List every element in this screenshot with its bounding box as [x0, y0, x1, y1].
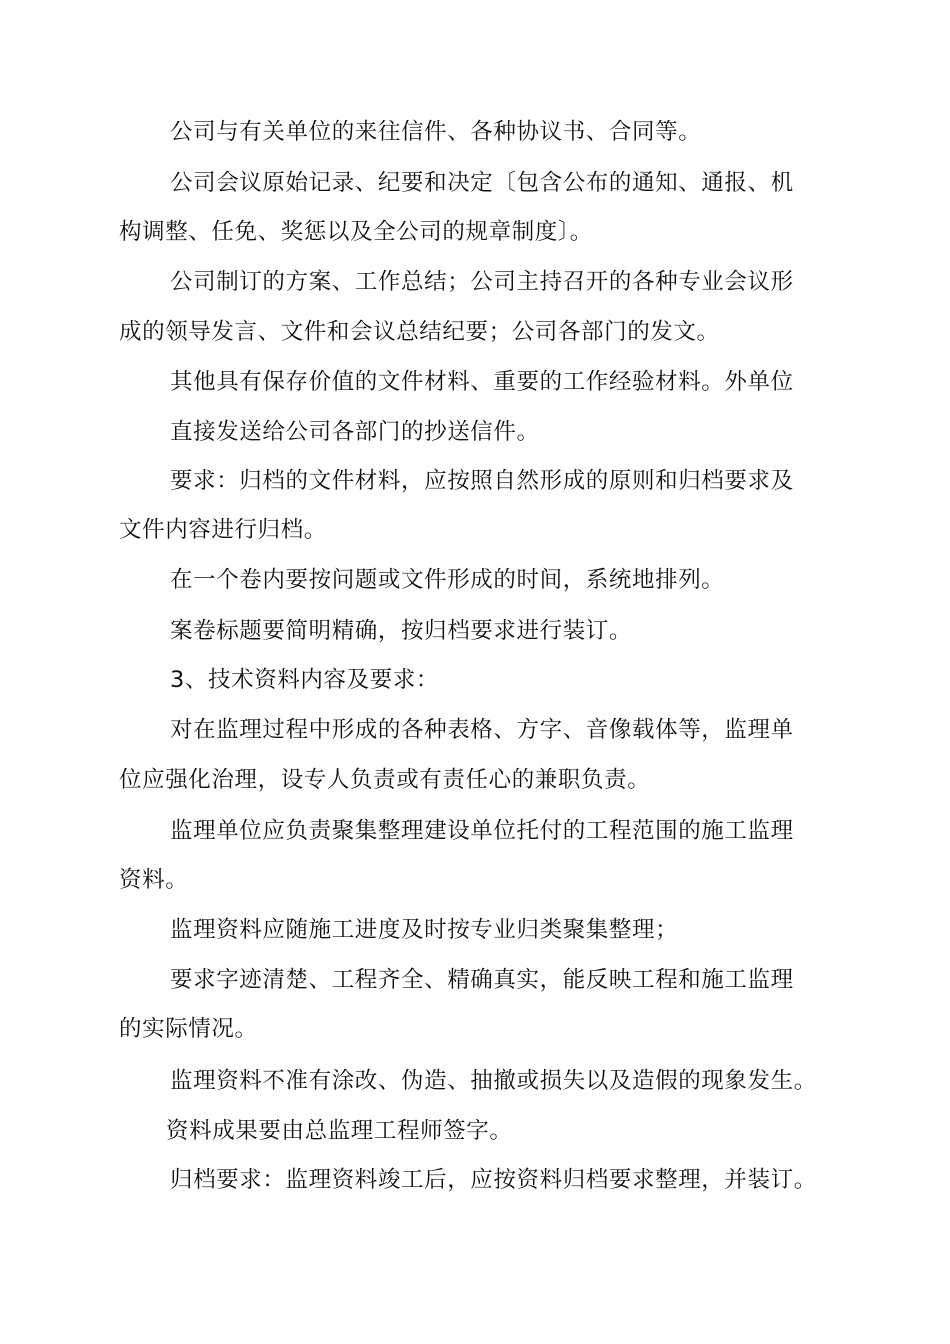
text-line: 公司制订的方案、工作总结；公司主持召开的各种专业会议形: [170, 269, 794, 295]
text-line: 资料。: [119, 867, 189, 893]
text-line: 归档要求：监理资料竣工后，应按资料归档要求整理，并装订。: [170, 1167, 817, 1193]
text-line: 要求：归档的文件材料，应按照自然形成的原则和归档要求及: [170, 468, 794, 494]
text-line: 监理资料应随施工进度及时按专业归类聚集整理；: [170, 917, 679, 943]
text-line: 对在监理过程中形成的各种表格、方字、音像载体等，监理单: [170, 717, 794, 743]
text-line: 监理单位应负责聚集整理建设单位托付的工程范围的施工监理: [170, 818, 794, 844]
section-heading: 3、技术资料内容及要求：: [170, 667, 440, 693]
text-line: 构调整、任免、奖惩以及全公司的规章制度〕。: [119, 219, 593, 245]
text-line: 资料成果要由总监理工程师签字。: [166, 1118, 513, 1144]
text-line: 在一个卷内要按问题或文件形成的时间，系统地排列。: [170, 567, 725, 593]
text-line: 成的领导发言、文件和会议总结纪要；公司各部门的发文。: [119, 319, 720, 345]
text-line: 位应强化治理，设专人负责或有责任心的兼职负责。: [119, 767, 651, 793]
text-line: 案卷标题要简明精确，按归档要求进行装订。: [170, 618, 633, 644]
text-line: 其他具有保存价值的文件材料、重要的工作经验材料。外单位: [170, 369, 794, 395]
text-line: 要求字迹清楚、工程齐全、精确真实，能反映工程和施工监理: [170, 967, 794, 993]
text-line: 文件内容进行归档。: [119, 517, 327, 543]
text-line: 公司会议原始记录、纪要和决定〔包含公布的通知、通报、机: [170, 170, 794, 196]
text-line: 的实际情况。: [119, 1016, 258, 1042]
text-line: 直接发送给公司各部门的抄送信件。: [170, 419, 540, 445]
text-line: 监理资料不准有涂改、伪造、抽撤或损失以及造假的现象发生。: [170, 1068, 817, 1094]
text-line: 公司与有关单位的来往信件、各种协议书、合同等。: [170, 119, 702, 145]
